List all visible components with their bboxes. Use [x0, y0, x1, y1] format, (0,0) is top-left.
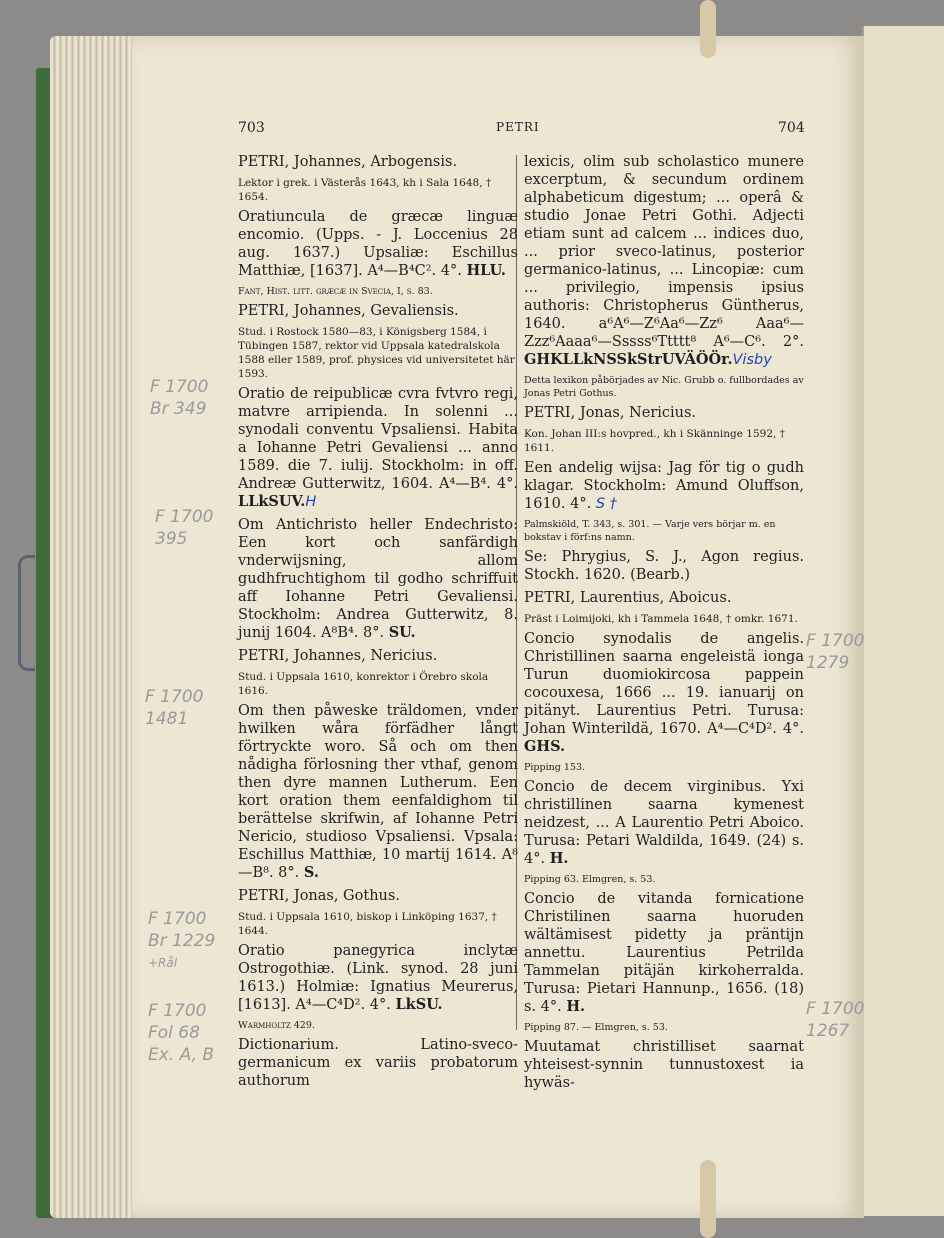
entry-text: Oratio panegyrica inclytæ Ostrogothiæ. (Link. synod. 28 juni 1613.) Holmiæ: Ignatius Meurerus, [1613]. A⁴—C⁴D². 4°. LkSU. — [238, 943, 518, 1013]
right-column — [524, 153, 804, 1097]
entry-reference: Palmskiöld, T. 343, s. 301. — Varje vers börjar m. en bokstav i förf:ns namn. — [524, 519, 776, 543]
entry-text: Om Antichristo heller Endechristo: Een kort och sanfärdigh vnderwijsning, allom gudhfruchtighom til godho schriffuit aff Iohanne Petri Gevaliensi. Stockholm: Andrea Gutterwitz, 8. junij 1604. A⁸B⁴. 8°. SU. — [238, 517, 518, 641]
handwritten-note: S † — [595, 496, 617, 512]
entry-see-also: Se: Phrygius, S. J., Agon regius. Stockh. 1620. (Bearb.) — [524, 549, 804, 583]
library-sigla: S. — [303, 864, 319, 881]
entry-heading: PETRI, Laurentius, Aboicus. — [524, 590, 732, 606]
page-number-left: 703 — [238, 120, 265, 136]
library-sigla: HLU. — [466, 262, 506, 279]
library-sigla: SU. — [388, 624, 416, 641]
handwritten-note: Visby — [732, 352, 772, 368]
entry-reference: Pipping 87. — Elmgren, s. 53. — [524, 1022, 668, 1033]
entry-text: Oratio de reipublicæ cvra fvtvro regi, matvre arripienda. In solenni ... synodali conventu Vpsaliensi. Habita a Iohanne Petri Gevaliensi ... anno 1589. die 7. iulij. Stockholm: in off. Andreæ Gutterwitz, 1604. A⁴—B⁴. 4°. LLkSUV.H — [238, 386, 518, 510]
entry-heading: PETRI, Johannes, Gevaliensis. — [238, 303, 459, 319]
handwritten-note: H — [305, 494, 317, 510]
running-title: PETRI — [496, 120, 540, 134]
pencil-note: F 1700 1279 — [806, 631, 865, 673]
library-sigla: H. — [566, 998, 586, 1015]
pencil-note: F 1700 Fol 68 Ex. A, B — [148, 1001, 215, 1065]
library-sigla: GHS. — [524, 738, 566, 755]
entry-text: lexicis, olim sub scholastico munere excerptum, & secundum ordinem alphabeticum digestum; ... operâ & studio Jonae Petri Gothi. Adjecti etiam sunt ad calcem ... indices duo, ... prior sveco-latinus, posterior germanico-latinus, ... Lincopiæ: cum ... privilegio, impensis ipsius authoris: Christopherus Güntherus, 1640. a⁶A⁶—Z⁶Aa⁶—Zz⁶ Aaa⁶—Zzz⁶Aaaa⁶—Sssss⁶Ttttt⁸ A⁶—C⁶. 2°. GHKLLkNSSkStrUVÄÖÖr.Visby — [524, 154, 804, 368]
left-column — [238, 153, 518, 1095]
entry-bio: Kon. Johan III:s hovpred., kh i Skänninge 1592, † 1611. — [524, 428, 785, 454]
entry-reference: Pipping 63. Elmgren, s. 53. — [524, 874, 656, 885]
library-sigla: GHKLLkNSSkStrUVÄÖÖr. — [524, 351, 733, 368]
entry-text: Dictionarium. Latino-sveco-germanicum ex variis probatorum authorum — [238, 1037, 518, 1089]
entry-text: Concio synodalis de angelis. Christillinen saarna engeleistä ionga Turun duomiokircosa pappein cocouxesa, 1666 ... 19. ianuarij on pitänyt. Laurentius Petri. Turusa: Johan Winterildä, 1670. A⁴—C⁴D². 4°. GHS. — [524, 631, 804, 755]
entry-text: Oratiuncula de græcæ linguæ encomio. (Upps. - J. Loccenius 28 aug. 1637.) Upsaliæ: Eschillus Matthiæ, [1637]. A⁴—B⁴C². 4°. HLU. — [238, 209, 518, 279]
entry-bio: Präst i Loimijoki, kh i Tammela 1648, † omkr. 1671. — [524, 613, 798, 625]
entry-bio: Lektor i grek. i Västerås 1643, kh i Sala 1648, † 1654. — [238, 177, 492, 203]
ribbon-top — [700, 0, 716, 58]
pencil-note: F 1700 1481 — [145, 687, 204, 729]
entry-note: Detta lexikon påbörjades av Nic. Grubb o. fullbordades av Jonas Petri Gothus. — [524, 375, 804, 399]
entry-reference: Pipping 153. — [524, 762, 586, 773]
pencil-note: F 1700 395 — [155, 507, 214, 549]
entry-text: Om then påweske träldomen, vnder hwilken wåra förfädher långt förtryckte woro. Så och om then nådigha förlosning ther vthaf, genom then dyre mannen Lutherum. Een kort oration them eenfaldighom til berättelse skrifwin, af Iohanne Petri Nericio, studioso Vpsaliensi. Vpsala: Eschillus Matthiæ, 10 martij 1614. A⁸—B⁸. 8°. S. — [238, 703, 518, 881]
entry-heading: PETRI, Johannes, Arbogensis. — [238, 154, 458, 170]
entry-reference: Warmholtz 429. — [238, 1020, 315, 1031]
entry-heading: PETRI, Jonas, Gothus. — [238, 888, 400, 904]
entry-text: Een andelig wijsa: Jag för tig o gudh klagar. Stockholm: Amund Oluffson, 1610. 4°. S † — [524, 460, 804, 512]
entry-reference: Fant, Hist. litt. græcæ in Svecia, I, s. 83. — [238, 286, 433, 297]
entry-text: Concio de decem virginibus. Yxi christillinen saarna kymenest neidzest, ... A Laurentio Petri Aboico. Turusa: Petari Waldilda, 1649. (24) s. 4°. H. — [524, 779, 804, 867]
entry-text: Concio de vitanda fornicatione Christilinen saarna huoruden wältämisest pidetty ja präntijn annettu. Laurentius Petrilda Tammelan pitäjän kirkoherralda. Turusa: Pietari Hannunp., 1656. (18) s. 4°. H. — [524, 891, 804, 1015]
entry-heading: PETRI, Jonas, Nericius. — [524, 405, 697, 421]
facing-page-edge — [862, 26, 944, 1216]
page-number-right: 704 — [778, 120, 805, 136]
entry-bio: Stud. i Uppsala 1610, konrektor i Örebro skola 1616. — [238, 671, 489, 697]
pencil-note: F 1700 1267 — [806, 999, 865, 1041]
clip-icon — [18, 555, 35, 671]
page-edges — [50, 36, 140, 1218]
entry-bio: Stud. i Rostock 1580—83, i Königsberg 1584, i Tübingen 1587, rektor vid Uppsala katedralskola 1588 eller 1589, prof. physices vid universitetet här 1593. — [238, 326, 515, 380]
entry-heading: PETRI, Johannes, Nericius. — [238, 648, 438, 664]
entry-text: Muutamat christilliset saarnat yhteisest-synnin tunnustoxest ia hywäs- — [524, 1039, 804, 1091]
pencil-note: F 1700 Br 1229 +Rål — [148, 909, 216, 970]
library-sigla: LkSU. — [395, 996, 443, 1013]
pencil-note: F 1700 Br 349 — [150, 377, 209, 419]
library-sigla: LLkSUV. — [238, 493, 306, 510]
library-sigla: H. — [549, 850, 569, 867]
ribbon-bottom — [700, 1160, 716, 1238]
entry-bio: Stud. i Uppsala 1610, biskop i Linköping 1637, † 1644. — [238, 911, 497, 937]
